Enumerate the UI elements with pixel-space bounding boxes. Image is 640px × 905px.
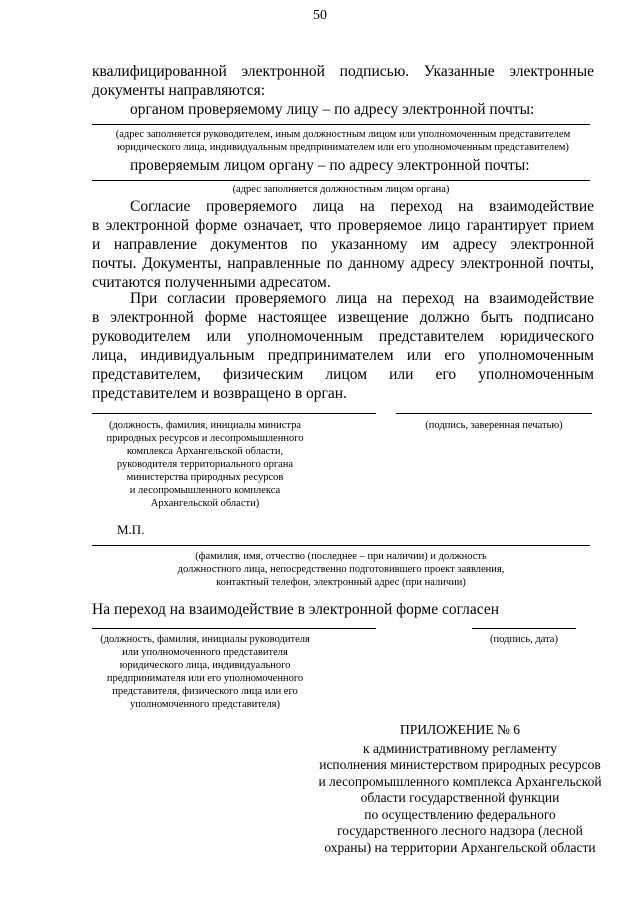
intro-line-1: квалифицированной электронной подписью. Указанные электронные <box>92 63 594 80</box>
appendix-title: ПРИЛОЖЕНИЕ № 6 <box>399 722 521 737</box>
appendix-line: охраны) на территории Архангельской области <box>324 839 596 855</box>
signature-2-position-caption <box>92 633 318 711</box>
paragraph-2-line: представителем и возвращено в орган. <box>92 385 347 402</box>
paragraph-1-line: и направление документов по указанному им адресу электронной <box>92 236 594 253</box>
caption-line: комплекса Архангельской области, <box>126 446 284 457</box>
paragraph-2-line: При согласии проверяемого лица на переход на взаимодействие <box>130 290 594 307</box>
caption-line: Архангельской области) <box>150 498 260 509</box>
signature-2-sign-caption: (подпись, дата) <box>490 634 558 645</box>
stamp-place-label: М.П. <box>117 522 145 537</box>
paragraph-1 <box>92 197 594 292</box>
caption-line: представителя, физического лица или его <box>112 686 298 697</box>
signature-1-position-line <box>92 413 376 414</box>
caption-line: (должность, фамилия, инициалы министра <box>108 420 302 431</box>
signature-1-sign-line <box>396 413 592 414</box>
appendix-line: государственного лесного надзора (лесной <box>337 823 583 838</box>
appendix-line: по осуществлению федерального <box>364 806 556 822</box>
signature-1-sign-caption: (подпись, заверенная печатью) <box>425 420 563 431</box>
to-body-label: проверяемым лицом органу – по адресу электронной почты: <box>130 157 530 174</box>
signature-2-position-line <box>92 628 376 629</box>
consent-title: На переход на взаимодействие в электронной форме согласен <box>92 601 500 618</box>
intro-line-2: документы направляются: <box>92 82 266 99</box>
caption-line: контактный телефон, электронный адрес (при наличии) <box>216 577 466 588</box>
appendix-line: исполнения министерством природных ресурсов <box>319 757 601 772</box>
paragraph-2-line: в электронной форме настоящее извещение должно быть подписано <box>92 309 594 326</box>
note-1-line-2: юридического лица, индивидуальным предпринимателем или его уполномоченным представителем) <box>117 142 569 153</box>
appendix-line: к административному регламенту <box>363 740 557 756</box>
caption-line: (должность, фамилия, инициалы руководителя <box>100 634 310 645</box>
paragraph-1-line: в электронной форме означает, что проверяемое лицо гарантирует прием <box>92 217 594 234</box>
email-field-line-1 <box>92 124 590 125</box>
paragraph-2-line: руководителем или уполномоченным представителем юридического <box>92 328 594 345</box>
paragraph-2 <box>92 289 594 403</box>
paragraph-1-line: почты. Документы, направленные по данному адресу электронной почты, <box>92 255 594 272</box>
appendix-line: и лесопромышленного комплекса Архангельской <box>318 773 602 789</box>
note-2: (адрес заполняется должностным лицом органа) <box>232 184 450 195</box>
signature-1-position-caption <box>92 419 318 510</box>
executor-line <box>92 545 590 546</box>
caption-line: (фамилия, имя, отчество (последнее – при наличии) и должность <box>195 551 487 562</box>
appendix-line: области государственной функции <box>360 790 560 805</box>
caption-line: и лесопромышленного комплекса <box>129 485 281 496</box>
caption-line: или уполномоченного представителя <box>122 647 288 658</box>
caption-line: должностного лица, непосредственно подготовившего проект заявления, <box>177 564 505 575</box>
page-number: 50 <box>313 8 327 23</box>
caption-line: юридического лица, индивидуального <box>119 660 291 671</box>
to-inspected-label: органом проверяемому лицу – по адресу электронной почты: <box>130 101 535 118</box>
email-field-line-2 <box>92 180 590 181</box>
caption-line: уполномоченного представителя) <box>129 699 281 710</box>
caption-line: предпринимателя или его уполномоченного <box>106 673 304 684</box>
caption-line: природных ресурсов и лесопромышленного <box>106 433 304 444</box>
paragraph-1-line: считаются полученными адресатом. <box>92 274 331 291</box>
signature-2-sign-line <box>472 628 576 629</box>
paragraph-1-line: Согласие проверяемого лица на переход на взаимодействие <box>130 198 594 215</box>
executor-caption <box>92 550 590 589</box>
caption-line: руководителя территориального органа <box>116 459 294 470</box>
note-1-line-1: (адрес заполняется руководителем, иным должностным лицом или уполномоченным представителем <box>115 129 571 140</box>
paragraph-2-line: представителем, физическим лицом или его уполномоченным <box>92 366 594 383</box>
paragraph-2-line: лица, индивидуальным предпринимателем или его уполномоченным <box>92 347 594 364</box>
caption-line: министерства природных ресурсов <box>126 472 284 483</box>
appendix-block <box>312 722 608 856</box>
